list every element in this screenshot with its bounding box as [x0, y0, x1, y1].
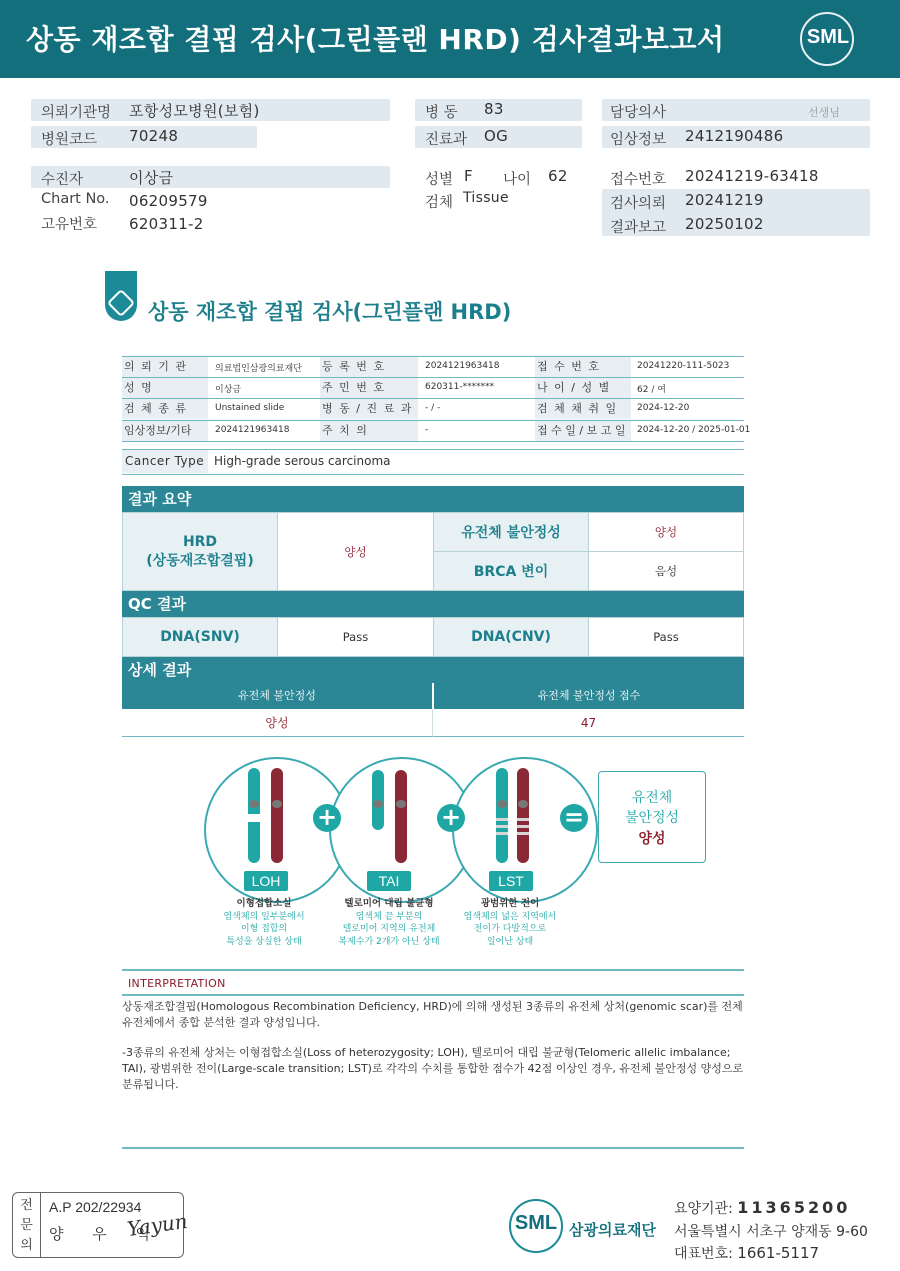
specimen-label: 검체: [425, 195, 454, 211]
band: [517, 825, 529, 828]
receipt-value: 20241219-63418: [685, 167, 819, 185]
cell-value: 620311-*******: [425, 381, 495, 392]
uid-value: 620311-2: [129, 215, 204, 233]
cell-label: 접 수 일 / 보 고 일: [535, 421, 631, 441]
request-label: 검사의뢰: [610, 196, 667, 212]
interpretation-title: INTERPRETATION: [128, 977, 226, 990]
centromere: [518, 800, 528, 808]
tai-tag: TAI: [367, 871, 411, 891]
cancer-type-row: [122, 449, 744, 475]
age-label: 나이: [503, 172, 532, 188]
result-value: 양성: [638, 831, 666, 847]
gi-label: 유전체 불안정성: [433, 512, 589, 552]
cell-value: 이상금: [215, 384, 242, 395]
equals-icon: =: [560, 804, 588, 832]
cell-value: 2024121963418: [215, 424, 290, 435]
tai-caption-line: 염색체 끝 부분의: [355, 911, 423, 922]
specimen-value: Tissue: [463, 190, 509, 206]
loh-tag: LOH: [244, 871, 288, 891]
cell-value: 2024-12-20: [637, 403, 690, 413]
stamp-side-char: 문: [20, 1218, 33, 1233]
loh-caption: [216, 898, 312, 948]
qc-title: QC 결과: [122, 591, 744, 617]
hrd-label: HRD: [182, 533, 218, 550]
clinical-label: 임상정보: [610, 132, 667, 148]
cell-label: 임상정보/기타: [122, 421, 208, 441]
cell-label: 의 뢰 기 관: [122, 357, 208, 377]
brca-value: 음성: [588, 551, 744, 591]
cell-label: 접 수 번 호: [535, 357, 631, 377]
cell-value: 20241220-111-5023: [637, 361, 730, 371]
lst-caption-line: 일어난 상태: [486, 936, 534, 947]
cell-value: -: [425, 424, 429, 435]
patient-value: 이상금: [129, 169, 174, 187]
brca-label: BRCA 변이: [433, 551, 589, 591]
loh-caption-line: 특성을 상실한 상태: [226, 936, 302, 947]
interpretation-paragraph: 상동재조합결핍(Homologous Recombination Deficiency, HRD)에 의해 생성된 3종류의 유전체 상처(genomic scar)를 전체 유전체에서 종합 분석한 결과 양성입니다.: [122, 1000, 743, 1029]
chromosome: [496, 768, 508, 863]
cancer-type-value: High-grade serous carcinoma: [214, 454, 391, 468]
hospital-code-label: 병원코드: [41, 132, 98, 148]
centromere: [373, 800, 383, 808]
loh-caption-title: 이형접합소실: [236, 898, 292, 909]
lst-tag: LST: [489, 871, 533, 891]
doctor-label: 담당의사: [610, 105, 667, 121]
tai-caption-line: 복제수가 2개가 아닌 상태: [338, 936, 440, 947]
report-label: 결과보고: [610, 220, 667, 236]
cell-label: 검 체 채 취 일: [535, 399, 631, 419]
plus-icon: +: [437, 804, 465, 832]
stamp-side-char: 전: [20, 1198, 33, 1213]
footer-logo: SML: [514, 1212, 558, 1234]
cell-label: 주 민 번 호: [320, 378, 418, 398]
chart-label: Chart No.: [41, 191, 110, 207]
sex-value: F: [464, 167, 473, 185]
loh-caption-line: 염색체의 일부분에서: [223, 911, 305, 922]
cnv-label: DNA(CNV): [433, 617, 589, 657]
cell-label: 병 동 / 진 료 과: [320, 399, 418, 419]
sml-logo: SML: [806, 26, 850, 48]
info-row-2: [122, 378, 744, 400]
stamp-side: [13, 1193, 41, 1257]
chromosome: [517, 768, 529, 863]
cell-value: Unstained slide: [215, 403, 285, 413]
tai-caption: [334, 898, 444, 948]
footer-code-label: 요양기관:: [674, 1201, 733, 1217]
chromosome: [395, 770, 407, 863]
lst-caption-line: 염색체의 넓은 지역에서: [463, 911, 557, 922]
interpretation-paragraph: -3종류의 유전체 상처는 이형접합소실(Loss of heterozygosity; LOH), 텔로미어 대립 불균형(Telomeric allelic imbalance; TAI), 광범위한 전이(Large-scale transition; LST)로 각각의 수치를 통합한 점수가 42점 이상인 경우, 유전체 불안정성 양성으로 분류됩니다.: [122, 1046, 744, 1091]
snv-value: Pass: [277, 617, 434, 657]
loh-gap: [246, 814, 262, 822]
detail-col2-value: 47: [433, 709, 744, 737]
hrd-label-sub: (상동재조합결핍): [146, 552, 254, 569]
cancer-type-label: Cancer Type: [122, 450, 208, 473]
loh-caption-line: 이형 접합의: [240, 924, 288, 934]
band: [517, 818, 529, 821]
clinical-value: 2412190486: [685, 127, 784, 145]
cell-label: 주 치 의: [320, 421, 418, 441]
detail-title: 상세 결과: [122, 657, 744, 683]
band: [517, 832, 529, 835]
request-value: 20241219: [685, 191, 764, 209]
specimen-info-table: [122, 356, 751, 442]
cell-label: 등 록 번 호: [320, 357, 418, 377]
lst-caption: [460, 898, 560, 948]
gi-value: 양성: [588, 512, 744, 552]
tai-caption-title: 텔로미어 대립 불균형: [344, 898, 434, 909]
bookmark-icon: [105, 271, 137, 321]
patient-label: 수진자: [41, 172, 84, 188]
result-label: 유전체: [631, 790, 673, 806]
dept-value: OG: [484, 127, 509, 145]
snv-label: DNA(SNV): [122, 617, 278, 657]
cell-value: 62 / 여: [637, 384, 666, 395]
cell-value: - / -: [425, 403, 441, 413]
signature: Yayun: [125, 1208, 190, 1242]
footer-phone-label: 대표번호:: [674, 1246, 733, 1262]
stamp-license-no: A.P 202/22934: [49, 1199, 142, 1215]
ward-value: 83: [484, 100, 504, 118]
cell-value: 의료법인삼광의료재단: [215, 364, 302, 374]
section-title: 상동 재조합 결핍 검사(그린플랜 HRD): [148, 300, 512, 324]
uid-label: 고유번호: [41, 217, 98, 233]
centromere: [272, 800, 282, 808]
hospital-code-value: 70248: [129, 127, 179, 145]
detail-col2-head: 유전체 불안정성 점수: [434, 683, 744, 709]
detail-col1-head: 유전체 불안정성: [122, 683, 432, 709]
footer-address: 서울특별시 서초구 양재동 9-60: [674, 1224, 868, 1240]
cell-label: 검 체 종 류: [122, 399, 208, 419]
summary-title: 결과 요약: [122, 486, 744, 512]
footer-phone: 1661-5117: [737, 1244, 820, 1262]
centromere: [249, 800, 259, 808]
footer-org: 삼광의료재단: [569, 1221, 656, 1239]
chart-value: 06209579: [129, 192, 208, 210]
tai-caption-line: 텔로미어 지역의 유전체: [342, 924, 436, 934]
sex-label: 성별: [425, 172, 454, 188]
divider: [122, 969, 744, 971]
hrd-value: 양성: [277, 512, 434, 591]
report-title: 상동 재조합 결핍 검사(그린플랜 HRD) 검사결과보고서: [26, 23, 725, 56]
ward-label: 병 동: [425, 105, 458, 121]
doctor-suffix: 선생님: [808, 106, 840, 119]
plus-icon: +: [313, 804, 341, 832]
report-header-bar: [0, 0, 900, 78]
patient-bg: [31, 166, 390, 188]
institution-label: 의뢰기관명: [41, 105, 112, 121]
receipt-label: 접수번호: [610, 172, 667, 188]
detail-col1-value: 양성: [122, 709, 433, 737]
band: [496, 818, 508, 821]
dept-label: 진료과: [425, 132, 468, 148]
age-value: 62: [548, 167, 568, 185]
lst-caption-title: 광범위한 전이: [480, 898, 540, 909]
lst-caption-line: 전이가 다발적으로: [473, 924, 547, 934]
report-value: 20250102: [685, 215, 764, 233]
band: [496, 825, 508, 828]
result-label: 불안정성: [624, 810, 680, 826]
cnv-value: Pass: [588, 617, 744, 657]
cell-label: 성 명: [122, 378, 208, 398]
centromere: [396, 800, 406, 808]
band: [496, 832, 508, 835]
info-row-4: [122, 421, 751, 443]
divider: [122, 994, 744, 996]
chromosome: [271, 768, 283, 863]
footer-phone-line: [674, 1243, 819, 1263]
info-row-1: [122, 356, 744, 378]
stamp-name: 양 우 익: [49, 1225, 163, 1243]
hrd-label-cell: [122, 512, 278, 591]
cell-value: 2024-12-20 / 2025-01-01: [637, 424, 751, 435]
specialist-stamp: [12, 1192, 190, 1258]
footer-code: 11365200: [737, 1198, 851, 1217]
info-row-3: [122, 399, 744, 421]
institution-value: 포항성모병원(보험): [129, 102, 260, 120]
cell-value: 2024121963418: [425, 361, 500, 371]
cell-label: 나 이 / 성 별: [535, 378, 631, 398]
footer-code-line: [674, 1198, 850, 1218]
centromere: [497, 800, 507, 808]
divider: [122, 1147, 744, 1149]
genomic-instability-result-box: [598, 771, 706, 863]
stamp-side-char: 의: [20, 1238, 33, 1253]
